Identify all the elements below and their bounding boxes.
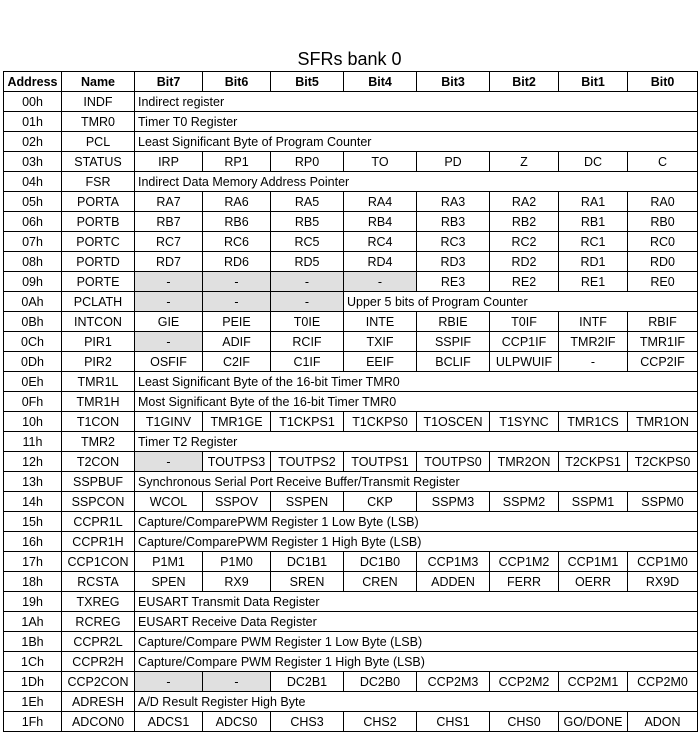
table-row	[4, 572, 698, 592]
bit-cell: RBIE	[417, 312, 490, 332]
bit-cell: ADDEN	[417, 572, 490, 592]
bit-cell: SSPM3	[417, 492, 490, 512]
bit-cell: CREN	[344, 572, 417, 592]
bit-cell: RE1	[559, 272, 628, 292]
bit-cell: T1OSCEN	[417, 412, 490, 432]
bit-cell: CCP2M3	[417, 672, 490, 692]
bit-cell: CCP2M0	[628, 672, 698, 692]
bit-cell: CCP2M1	[559, 672, 628, 692]
bit-cell: SSPEN	[271, 492, 344, 512]
bit-cell: ADIF	[203, 332, 271, 352]
table-row	[4, 472, 698, 492]
bit-cell: T1SYNC	[490, 412, 559, 432]
header-cell: Bit0	[628, 72, 698, 92]
description-cell: EUSART Transmit Data Register	[135, 592, 698, 612]
bit-cell: ADCS1	[135, 712, 203, 732]
header-cell: Bit4	[344, 72, 417, 92]
address-cell: 0Eh	[4, 372, 62, 392]
bit-cell: T1CKPS1	[271, 412, 344, 432]
bit-cell: RX9	[203, 572, 271, 592]
bit-cell: T0IE	[271, 312, 344, 332]
register-name-cell: T2CON	[62, 452, 135, 472]
address-cell: 06h	[4, 212, 62, 232]
table-row	[4, 692, 698, 712]
table-row	[4, 252, 698, 272]
header-cell: Name	[62, 72, 135, 92]
bit-cell: TMR2IF	[559, 332, 628, 352]
register-name-cell: PIR2	[62, 352, 135, 372]
bit-cell: -	[203, 272, 271, 292]
address-cell: 1Eh	[4, 692, 62, 712]
header-cell: Bit1	[559, 72, 628, 92]
table-row	[4, 652, 698, 672]
bit-cell: TMR1GE	[203, 412, 271, 432]
table-row	[4, 612, 698, 632]
bit-cell: RA2	[490, 192, 559, 212]
address-cell: 09h	[4, 272, 62, 292]
address-cell: 0Ch	[4, 332, 62, 352]
bit-cell: RA0	[628, 192, 698, 212]
bit-cell: -	[135, 272, 203, 292]
bit-cell: SREN	[271, 572, 344, 592]
table-row	[4, 352, 698, 372]
bit-cell: DC2B0	[344, 672, 417, 692]
bit-cell: IRP	[135, 152, 203, 172]
bit-cell: CHS3	[271, 712, 344, 732]
bit-cell: RD7	[135, 252, 203, 272]
bit-cell: CCP2IF	[628, 352, 698, 372]
bit-cell: RP1	[203, 152, 271, 172]
address-cell: 15h	[4, 512, 62, 532]
bit-cell: RA7	[135, 192, 203, 212]
bit-cell: GIE	[135, 312, 203, 332]
bit-cell: ADON	[628, 712, 698, 732]
bit-cell: -	[135, 292, 203, 312]
description-cell: Indirect Data Memory Address Pointer	[135, 172, 698, 192]
register-name-cell: STATUS	[62, 152, 135, 172]
bit-cell: RC1	[559, 232, 628, 252]
bit-cell: -	[135, 672, 203, 692]
bit-cell: ULPWUIF	[490, 352, 559, 372]
register-name-cell: FSR	[62, 172, 135, 192]
bit-cell: RB2	[490, 212, 559, 232]
bit-cell: CCP1IF	[490, 332, 559, 352]
register-name-cell: TMR2	[62, 432, 135, 452]
bit-cell: TOUTPS3	[203, 452, 271, 472]
bit-cell: RP0	[271, 152, 344, 172]
address-cell: 01h	[4, 112, 62, 132]
bit-cell: CCP2M2	[490, 672, 559, 692]
bit-cell: C	[628, 152, 698, 172]
register-name-cell: CCPR2H	[62, 652, 135, 672]
table-row	[4, 372, 698, 392]
bit-cell: TOUTPS2	[271, 452, 344, 472]
bit-cell: CHS1	[417, 712, 490, 732]
table-row	[4, 112, 698, 132]
bit-cell: DC1B1	[271, 552, 344, 572]
table-row	[4, 632, 698, 652]
bit-cell: SSPOV	[203, 492, 271, 512]
register-name-cell: RCSTA	[62, 572, 135, 592]
bit-cell: T1CKPS0	[344, 412, 417, 432]
bit-cell: RB5	[271, 212, 344, 232]
bit-cell: RE3	[417, 272, 490, 292]
bit-cell: BCLIF	[417, 352, 490, 372]
bit-cell: -	[135, 332, 203, 352]
register-name-cell: CCPR2L	[62, 632, 135, 652]
bit-cell: RB3	[417, 212, 490, 232]
register-name-cell: PORTA	[62, 192, 135, 212]
bit-cell: -	[203, 672, 271, 692]
register-rows	[4, 92, 698, 732]
header-cell: Bit2	[490, 72, 559, 92]
bit-cell: RB6	[203, 212, 271, 232]
bit-cell: RC3	[417, 232, 490, 252]
description-cell: Least Significant Byte of the 16-bit Timer TMR0	[135, 372, 698, 392]
description-cell: Timer T0 Register	[135, 112, 698, 132]
bit-cell: TMR1IF	[628, 332, 698, 352]
bit-cell: SSPIF	[417, 332, 490, 352]
bit-cell: C2IF	[203, 352, 271, 372]
description-cell: Least Significant Byte of Program Counter	[135, 132, 698, 152]
bit-cell: T0IF	[490, 312, 559, 332]
register-name-cell: PCL	[62, 132, 135, 152]
address-cell: 0Bh	[4, 312, 62, 332]
bit-cell: RE2	[490, 272, 559, 292]
table-row	[4, 492, 698, 512]
address-cell: 14h	[4, 492, 62, 512]
register-name-cell: RCREG	[62, 612, 135, 632]
bit-cell: CKP	[344, 492, 417, 512]
bit-cell: ADCS0	[203, 712, 271, 732]
bit-cell: RC4	[344, 232, 417, 252]
bit-cell: P1M1	[135, 552, 203, 572]
bit-cell: RE0	[628, 272, 698, 292]
register-name-cell: PORTC	[62, 232, 135, 252]
table-row	[4, 272, 698, 292]
table-row	[4, 432, 698, 452]
table-row	[4, 192, 698, 212]
address-cell: 03h	[4, 152, 62, 172]
table-row	[4, 232, 698, 252]
address-cell: 1Ah	[4, 612, 62, 632]
header-cell: Bit7	[135, 72, 203, 92]
register-name-cell: PIR1	[62, 332, 135, 352]
address-cell: 04h	[4, 172, 62, 192]
bit-cell: RB4	[344, 212, 417, 232]
register-name-cell: PORTD	[62, 252, 135, 272]
table-row	[4, 552, 698, 572]
bit-cell: -	[344, 272, 417, 292]
address-cell: 02h	[4, 132, 62, 152]
bit-cell: CCP1M1	[559, 552, 628, 572]
bit-cell: CCP1M3	[417, 552, 490, 572]
address-cell: 16h	[4, 532, 62, 552]
bit-cell: RB7	[135, 212, 203, 232]
address-cell: 10h	[4, 412, 62, 432]
address-cell: 1Bh	[4, 632, 62, 652]
table-row	[4, 712, 698, 732]
description-cell: Timer T2 Register	[135, 432, 698, 452]
description-cell: Capture/Compare PWM Register 1 High Byte (LSB)	[135, 652, 698, 672]
bit-cell: CHS2	[344, 712, 417, 732]
header-row	[4, 72, 698, 92]
address-cell: 17h	[4, 552, 62, 572]
bit-cell: GO/DONE	[559, 712, 628, 732]
bit-cell: RD5	[271, 252, 344, 272]
bit-cell: -	[559, 352, 628, 372]
bit-cell: TMR1CS	[559, 412, 628, 432]
bit-cell: RD2	[490, 252, 559, 272]
bit-cell: INTE	[344, 312, 417, 332]
bit-cell: C1IF	[271, 352, 344, 372]
table-row	[4, 592, 698, 612]
description-cell: A/D Result Register High Byte	[135, 692, 698, 712]
register-name-cell: CCPR1H	[62, 532, 135, 552]
address-cell: 08h	[4, 252, 62, 272]
bit-cell: RD3	[417, 252, 490, 272]
bit-cell: RA4	[344, 192, 417, 212]
bit-cell: RD4	[344, 252, 417, 272]
bit-cell: SPEN	[135, 572, 203, 592]
bit-cell: SSPM2	[490, 492, 559, 512]
bit-cell: RC5	[271, 232, 344, 252]
description-cell: EUSART Receive Data Register	[135, 612, 698, 632]
address-cell: 05h	[4, 192, 62, 212]
address-cell: 1Ch	[4, 652, 62, 672]
register-name-cell: TXREG	[62, 592, 135, 612]
address-cell: 1Dh	[4, 672, 62, 692]
register-name-cell: TMR1L	[62, 372, 135, 392]
address-cell: 11h	[4, 432, 62, 452]
description-cell: Capture/ComparePWM Register 1 High Byte (LSB)	[135, 532, 698, 552]
description-cell: Most Significant Byte of the 16-bit Timer TMR0	[135, 392, 698, 412]
bit-cell: OSFIF	[135, 352, 203, 372]
bit-cell: RD1	[559, 252, 628, 272]
bit-cell: -	[271, 272, 344, 292]
bit-cell: DC2B1	[271, 672, 344, 692]
bit-cell: TO	[344, 152, 417, 172]
register-name-cell: PCLATH	[62, 292, 135, 312]
address-cell: 00h	[4, 92, 62, 112]
bit-cell: RA1	[559, 192, 628, 212]
register-name-cell: INTCON	[62, 312, 135, 332]
table-row	[4, 92, 698, 112]
header-cell: Bit6	[203, 72, 271, 92]
address-cell: 0Dh	[4, 352, 62, 372]
bit-cell: -	[203, 292, 271, 312]
page-title: SFRs bank 0	[297, 49, 402, 69]
bit-cell: Z	[490, 152, 559, 172]
address-cell: 1Fh	[4, 712, 62, 732]
table-row	[4, 292, 698, 312]
bit-cell: RX9D	[628, 572, 698, 592]
bit-cell: DC1B0	[344, 552, 417, 572]
bit-cell: TMR1ON	[628, 412, 698, 432]
bit-cell: RC6	[203, 232, 271, 252]
table-row	[4, 672, 698, 692]
bit-cell: RB1	[559, 212, 628, 232]
bit-cell: CCP1M0	[628, 552, 698, 572]
register-name-cell: PORTE	[62, 272, 135, 292]
bit-cell: EEIF	[344, 352, 417, 372]
table-row	[4, 392, 698, 412]
description-cell: Synchronous Serial Port Receive Buffer/Transmit Register	[135, 472, 698, 492]
bit-cell: RA3	[417, 192, 490, 212]
address-cell: 0Ah	[4, 292, 62, 312]
register-name-cell: SSPCON	[62, 492, 135, 512]
table-row	[4, 312, 698, 332]
bit-cell: PD	[417, 152, 490, 172]
bit-cell: -	[271, 292, 344, 312]
bit-cell: TXIF	[344, 332, 417, 352]
bit-cell: FERR	[490, 572, 559, 592]
bit-cell: RD6	[203, 252, 271, 272]
table-row	[4, 152, 698, 172]
bit-cell: RCIF	[271, 332, 344, 352]
bit-cell: WCOL	[135, 492, 203, 512]
register-name-cell: TMR0	[62, 112, 135, 132]
bit-cell: DC	[559, 152, 628, 172]
bit-cell: T2CKPS0	[628, 452, 698, 472]
header-cell: Bit3	[417, 72, 490, 92]
address-cell: 13h	[4, 472, 62, 492]
address-cell: 0Fh	[4, 392, 62, 412]
description-cell: Indirect register	[135, 92, 698, 112]
register-name-cell: INDF	[62, 92, 135, 112]
table-row	[4, 512, 698, 532]
description-cell: Capture/ComparePWM Register 1 Low Byte (LSB)	[135, 512, 698, 532]
bit-cell: INTF	[559, 312, 628, 332]
bit-cell: RB0	[628, 212, 698, 232]
table-row	[4, 132, 698, 152]
bit-cell: PEIE	[203, 312, 271, 332]
bit-cell: RD0	[628, 252, 698, 272]
bit-cell: RA6	[203, 192, 271, 212]
bit-cell: CCP1M2	[490, 552, 559, 572]
bit-cell: P1M0	[203, 552, 271, 572]
table-row	[4, 532, 698, 552]
register-name-cell: CCP2CON	[62, 672, 135, 692]
bit-cell: RC7	[135, 232, 203, 252]
register-name-cell: T1CON	[62, 412, 135, 432]
bit-cell: RA5	[271, 192, 344, 212]
bit-cell: SSPM0	[628, 492, 698, 512]
description-cell: Upper 5 bits of Program Counter	[344, 292, 698, 312]
bit-cell: RC2	[490, 232, 559, 252]
register-name-cell: TMR1H	[62, 392, 135, 412]
bit-cell: -	[135, 452, 203, 472]
register-name-cell: PORTB	[62, 212, 135, 232]
address-cell: 07h	[4, 232, 62, 252]
table-row	[4, 452, 698, 472]
register-name-cell: ADRESH	[62, 692, 135, 712]
register-name-cell: SSPBUF	[62, 472, 135, 492]
bit-cell: TOUTPS0	[417, 452, 490, 472]
bit-cell: CHS0	[490, 712, 559, 732]
sfr-table	[3, 71, 698, 732]
bit-cell: TOUTPS1	[344, 452, 417, 472]
address-cell: 19h	[4, 592, 62, 612]
table-row	[4, 332, 698, 352]
bit-cell: T2CKPS1	[559, 452, 628, 472]
bit-cell: RBIF	[628, 312, 698, 332]
table-row	[4, 172, 698, 192]
bit-cell: TMR2ON	[490, 452, 559, 472]
register-name-cell: CCP1CON	[62, 552, 135, 572]
table-row	[4, 412, 698, 432]
header-cell: Bit5	[271, 72, 344, 92]
header-cell: Address	[4, 72, 62, 92]
address-cell: 12h	[4, 452, 62, 472]
bit-cell: OERR	[559, 572, 628, 592]
table-row	[4, 212, 698, 232]
register-name-cell: ADCON0	[62, 712, 135, 732]
description-cell: Capture/Compare PWM Register 1 Low Byte (LSB)	[135, 632, 698, 652]
address-cell: 18h	[4, 572, 62, 592]
bit-cell: T1GINV	[135, 412, 203, 432]
bit-cell: RC0	[628, 232, 698, 252]
register-name-cell: CCPR1L	[62, 512, 135, 532]
bit-cell: SSPM1	[559, 492, 628, 512]
